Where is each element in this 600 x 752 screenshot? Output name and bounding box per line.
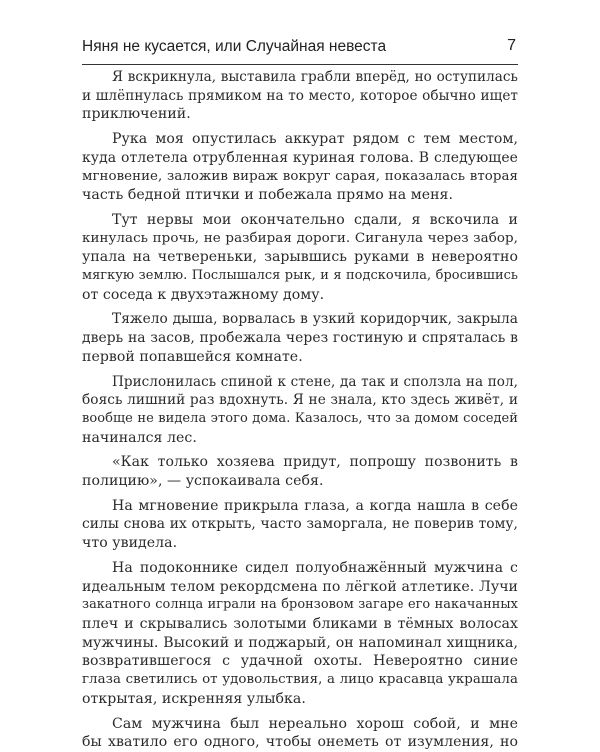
text-line: что увидела. (82, 535, 178, 552)
text-line: Сам мужчина был нереально хорош собой, и мне (112, 715, 518, 732)
text-line: первой попавшейся комнате. (82, 348, 303, 365)
text-line: возвратившегося с удачной охоты. Невероятно синие (82, 653, 518, 670)
paragraph-5 (82, 373, 518, 448)
text-line: мгновение, заложив вираж вокруг сарая, показалась вторая (82, 168, 518, 184)
text-line: полицию», — успокаивала себя. (82, 473, 324, 490)
text-line: Рука моя опустилась аккурат рядом с тем местом, (112, 131, 518, 148)
text-line: от соседа к двухэтажному дому. (82, 286, 325, 303)
page-number: 7 (507, 37, 516, 54)
text-line: начинался лес. (82, 429, 197, 446)
text-line: дверь на засов, пробежала через гостиную и спряталась в (82, 330, 518, 347)
text-line: На мгновение прикрыла глаза, а когда нашла в себе (112, 497, 518, 514)
text-line: Я вскрикнула, выставила грабли вперёд, но оступилась (112, 69, 518, 85)
text-line: Прислонилась спиной к стене, да так и сползла на пол, (112, 373, 518, 390)
text-line: силы снова их открыть, часто заморгала, не поверив тому, (82, 516, 518, 533)
text-line: кинулась прочь, не разбирая дороги. Сиганула через забор, (82, 230, 518, 246)
text-line: и шлёпнулась прямиком на то место, которое обычно ищет (82, 87, 518, 104)
text-line: вообще не видела этого дома. Казалось, что за домом соседей (82, 410, 518, 426)
text-line: мужчины. Высокий и поджарый, он напоминал хищника, (82, 634, 518, 651)
text-line: боясь лишний раз вдохнуть. Я не знала, кто здесь живёт, и (82, 392, 518, 409)
book-title: Няня не кусается, или Случайная невеста (82, 38, 387, 55)
text-line: открытая, искренняя улыбка. (82, 690, 306, 707)
paragraph-6 (82, 453, 518, 490)
text-line: Тяжело дыша, ворвалась в узкий коридорчик, закрыла (112, 311, 518, 328)
running-header (82, 34, 518, 65)
paragraph-9 (82, 715, 518, 752)
text-line: идеальным телом рекордсмена по лёгкой атлетике. Лучи (82, 578, 518, 595)
text-line: Тут нервы мои окончательно сдали, я вскочила и (112, 211, 518, 228)
page-body (82, 68, 518, 752)
text-line: «Как только хозяева придут, попрошу позвонить в (112, 454, 518, 471)
text-line: приключений. (82, 106, 191, 123)
text-line: часть бедной птички и побежала прямо на меня. (82, 187, 454, 204)
paragraph-4 (82, 310, 518, 366)
paragraph-2 (82, 130, 518, 205)
paragraph-7 (82, 497, 518, 553)
text-line: закатного солнца играли на бронзовом загаре его накачанных (82, 597, 518, 613)
paragraph-3 (82, 211, 518, 305)
text-line: плеч и скрывались золотыми бликами в тёмных волосах (82, 615, 518, 632)
text-line: мягкую землю. Послышался рык, и я подскочила, бросившись (82, 268, 518, 284)
text-line: бы хватило его одного, чтобы онеметь от изумления, но (82, 734, 518, 751)
text-line: упала на четвереньки, зарывшись руками в невероятно (82, 249, 518, 266)
paragraph-1 (82, 68, 518, 124)
paragraph-8 (82, 559, 518, 709)
text-line: куда отлетела отрубленная куриная голова. В следующее (82, 149, 518, 166)
text-line: На подоконнике сидел полуобнажённый мужчина с (112, 559, 518, 576)
text-line: глаза светились от удовольствия, а лицо красавца украшала (82, 672, 518, 688)
